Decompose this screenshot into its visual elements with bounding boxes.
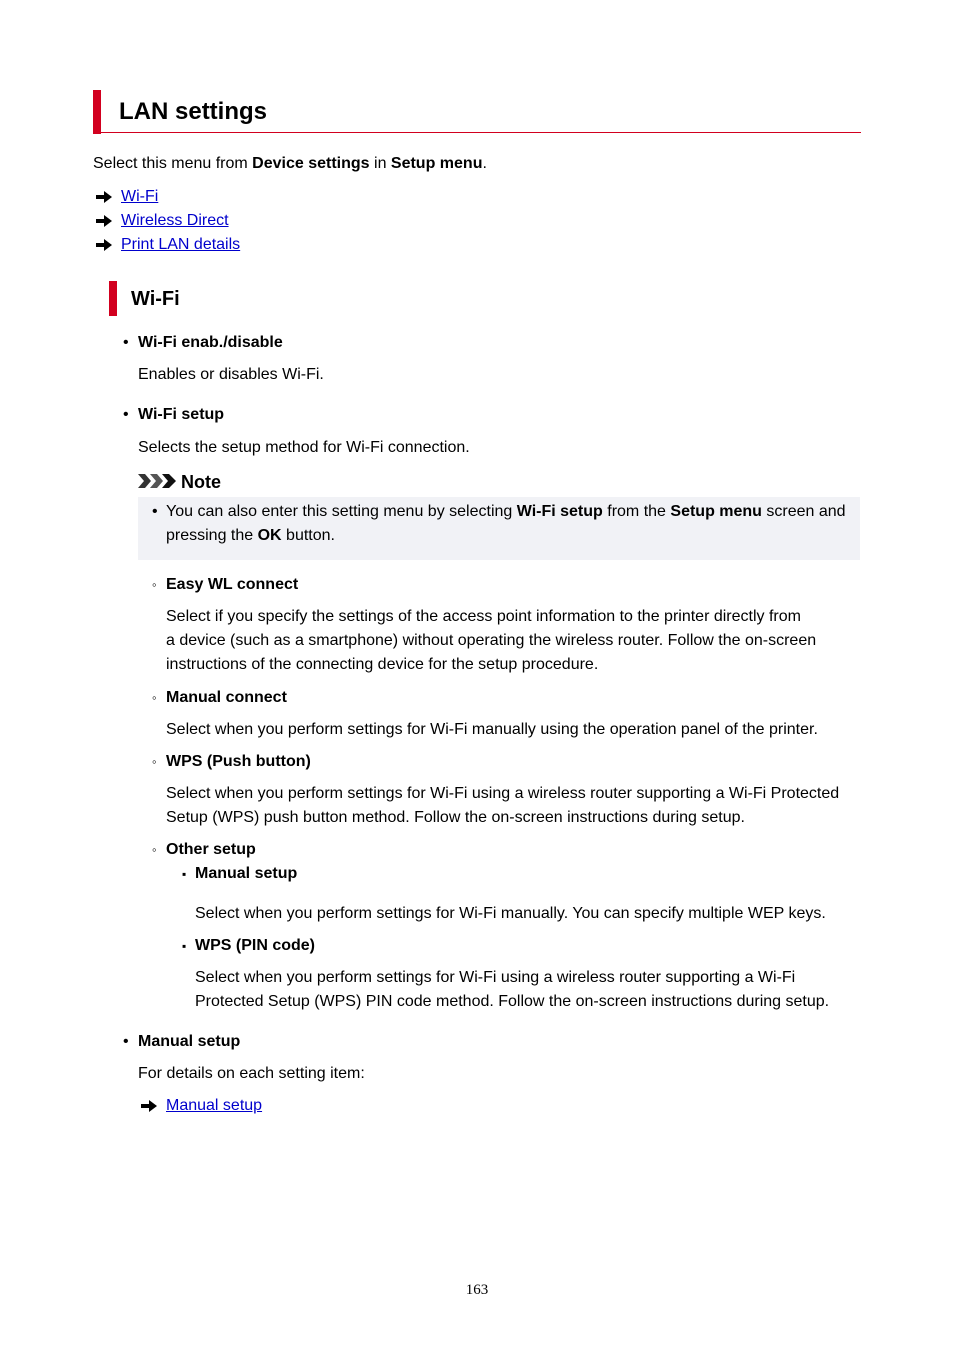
subitem-desc: Select if you specify the settings of the access point information to the printer directly from bbox=[166, 608, 801, 625]
square-bullet-icon: ▪ bbox=[182, 939, 187, 953]
heading-underline bbox=[101, 132, 861, 133]
bullet-icon: • bbox=[123, 334, 129, 351]
subitem-term: Manual connect bbox=[166, 689, 287, 706]
item-term: Wi-Fi enab./disable bbox=[138, 334, 283, 351]
note-text: from the bbox=[602, 503, 671, 520]
bullet-icon: • bbox=[123, 1033, 129, 1050]
note-line-2 bbox=[166, 526, 335, 546]
note-chevrons-icon bbox=[138, 472, 178, 490]
bullet-icon: • bbox=[152, 503, 158, 520]
section-heading: Wi-Fi bbox=[131, 288, 180, 310]
intro-text bbox=[93, 154, 487, 174]
note-line-1 bbox=[166, 502, 846, 522]
intro-prefix: Select this menu from bbox=[93, 155, 253, 172]
bullet-icon: • bbox=[123, 406, 129, 423]
note-text: button. bbox=[281, 527, 335, 544]
item-term: Manual setup bbox=[138, 1033, 241, 1050]
note-label: Note bbox=[181, 472, 221, 492]
item-desc: Enables or disables Wi-Fi. bbox=[138, 366, 324, 383]
heading-accent-bar bbox=[93, 90, 101, 134]
subitem-desc: instructions of the connecting device for the setup procedure. bbox=[166, 656, 599, 673]
item-desc: Selects the setup method for Wi-Fi connection. bbox=[138, 439, 470, 456]
arrow-right-icon bbox=[96, 215, 112, 227]
arrow-right-icon bbox=[96, 239, 112, 251]
intro-device-settings: Device settings bbox=[252, 155, 370, 172]
other-setup-term: Manual setup bbox=[195, 865, 298, 882]
subitem-term: Easy WL connect bbox=[166, 576, 299, 593]
item-desc: For details on each setting item: bbox=[138, 1065, 365, 1082]
note-text: screen and bbox=[761, 503, 846, 520]
circle-bullet-icon: ◦ bbox=[152, 754, 157, 769]
circle-bullet-icon: ◦ bbox=[152, 690, 157, 705]
item-term: Wi-Fi setup bbox=[138, 406, 225, 423]
subitem-desc: Setup (WPS) push button method. Follow the on-screen instructions during setup. bbox=[166, 809, 745, 826]
square-bullet-icon: ▪ bbox=[182, 867, 187, 881]
subitem-desc: a device (such as a smartphone) without operating the wireless router. Follow the on-screen bbox=[166, 632, 817, 649]
link-print-lan-details[interactable]: Print LAN details bbox=[121, 236, 241, 253]
intro-suffix: . bbox=[482, 155, 487, 172]
page-title: LAN settings bbox=[119, 98, 268, 125]
note-bold: Wi-Fi setup bbox=[516, 503, 603, 520]
other-setup-term: WPS (PIN code) bbox=[195, 937, 316, 954]
subitem-desc: Select when you perform settings for Wi-Fi using a wireless router supporting a Wi-Fi Protected bbox=[166, 785, 840, 802]
link-wireless-direct[interactable]: Wireless Direct bbox=[121, 212, 229, 229]
arrow-right-icon bbox=[96, 191, 112, 203]
circle-bullet-icon: ◦ bbox=[152, 577, 157, 592]
page-number: 163 bbox=[465, 1282, 489, 1298]
other-setup-desc: Protected Setup (WPS) PIN code method. Follow the on-screen instructions during setup. bbox=[195, 993, 830, 1010]
other-setup-desc: Select when you perform settings for Wi-Fi using a wireless router supporting a Wi-Fi bbox=[195, 969, 796, 986]
note-bold: Setup menu bbox=[670, 503, 762, 520]
note-text: You can also enter this setting menu by selecting bbox=[166, 503, 517, 520]
circle-bullet-icon: ◦ bbox=[152, 842, 157, 857]
note-text: pressing the bbox=[166, 527, 258, 544]
intro-setup-menu: Setup menu bbox=[390, 155, 483, 172]
link-manual-setup[interactable]: Manual setup bbox=[166, 1097, 263, 1114]
other-setup-desc: Select when you perform settings for Wi-Fi manually. You can specify multiple WEP keys. bbox=[195, 905, 826, 922]
subitem-desc: Select when you perform settings for Wi-Fi manually using the operation panel of the printer. bbox=[166, 721, 818, 738]
link-wifi[interactable]: Wi-Fi bbox=[121, 188, 159, 205]
subitem-term: WPS (Push button) bbox=[166, 753, 311, 770]
subitem-term: Other setup bbox=[166, 841, 256, 858]
section-accent-bar bbox=[109, 281, 117, 316]
arrow-right-icon bbox=[141, 1100, 157, 1112]
note-bold: OK bbox=[257, 527, 282, 544]
intro-middle: in bbox=[369, 155, 391, 172]
